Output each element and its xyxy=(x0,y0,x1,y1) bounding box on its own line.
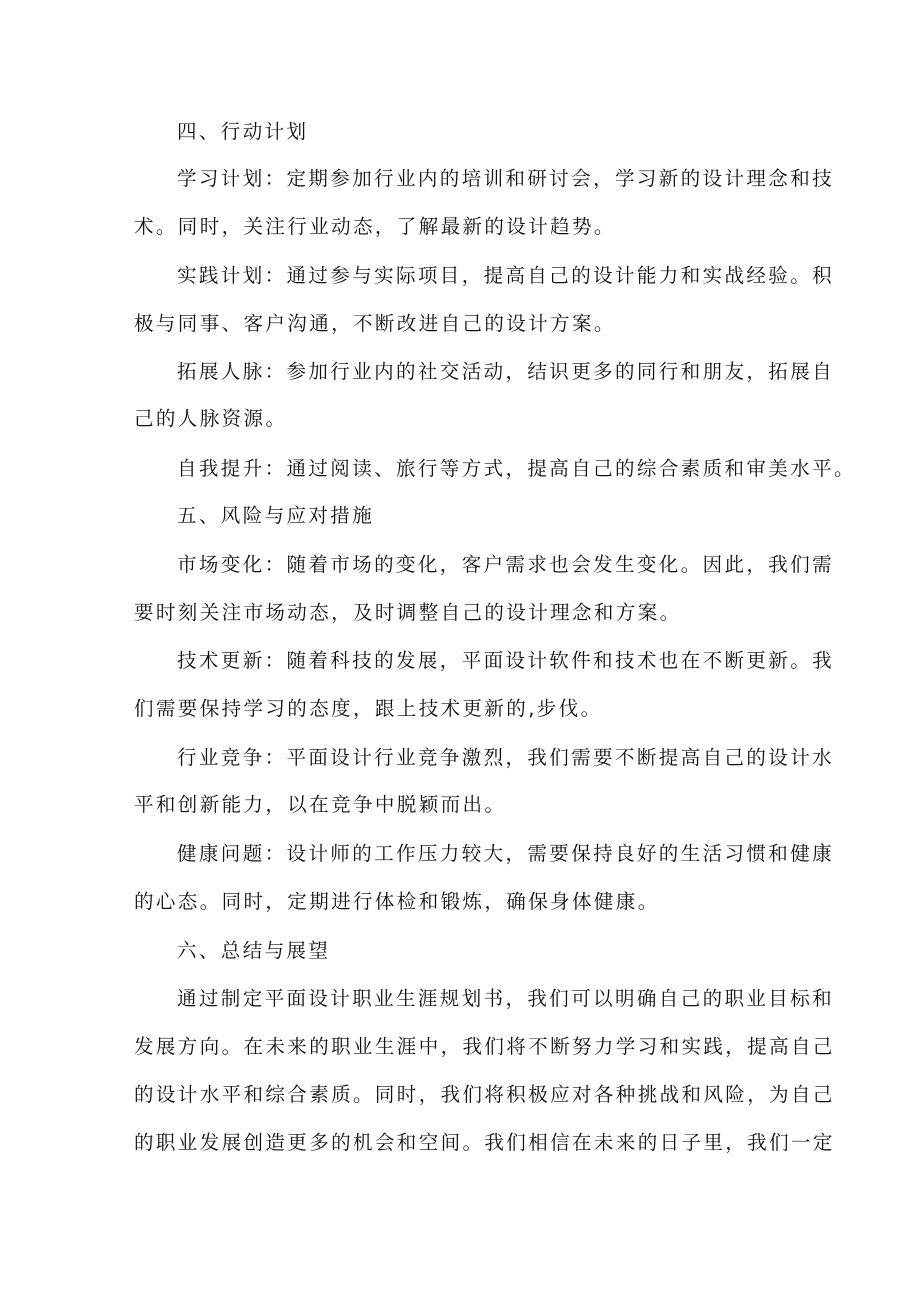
paragraph-line: 要时刻关注市场动态，及时调整自己的设计理念和方案。 xyxy=(134,601,682,624)
paragraph-line: 极与同事、客户沟通，不断改进自己的设计方案。 xyxy=(134,312,616,335)
paragraph-line: 的职业发展创造更多的机会和空间。我们相信在未来的日子里，我们一定 xyxy=(134,1131,835,1154)
paragraph-line: 自我提升：通过阅读、旅行等方式，提高自己的综合素质和审美水平。 xyxy=(177,457,856,480)
paragraph-line: 技术更新：随着科技的发展，平面设计软件和技术也在不断更新。我 xyxy=(177,649,835,672)
paragraph-line: 拓展人脉：参加行业内的社交活动，结识更多的同行和朋友，拓展自 xyxy=(177,360,835,383)
section-heading-risks: 五、风险与应对措施 xyxy=(177,504,375,527)
paragraph-line: 的心态。同时，定期进行体检和锻炼，确保身体健康。 xyxy=(134,890,660,913)
paragraph-line: 术。同时，关注行业动态，了解最新的设计趋势。 xyxy=(134,215,616,238)
paragraph-line: 实践计划：通过参与实际项目，提高自己的设计能力和实战经验。积 xyxy=(177,264,835,287)
paragraph-line: 己的人脉资源。 xyxy=(134,407,288,430)
paragraph-line: 的设计水平和综合素质。同时，我们将积极应对各种挑战和风险，为自己 xyxy=(134,1083,835,1106)
section-heading-summary: 六、总结与展望 xyxy=(177,939,331,962)
paragraph-line: 发展方向。在未来的职业生涯中，我们将不断努力学习和实践，提高自己 xyxy=(134,1035,835,1058)
paragraph-line: 平和创新能力，以在竞争中脱颖而出。 xyxy=(134,793,507,816)
paragraph-line: 健康问题：设计师的工作压力较大，需要保持良好的生活习惯和健康 xyxy=(177,842,835,865)
paragraph-line: 学习计划：定期参加行业内的培训和研讨会，学习新的设计理念和技 xyxy=(177,167,835,190)
section-heading-action-plan: 四、行动计划 xyxy=(177,120,309,143)
paragraph-line: 通过制定平面设计职业生涯规划书，我们可以明确自己的职业目标和 xyxy=(177,987,835,1010)
paragraph-line: 市场变化：随着市场的变化，客户需求也会发生变化。因此，我们需 xyxy=(177,553,835,576)
paragraph-line: 行业竞争：平面设计行业竞争激烈，我们需要不断提高自己的设计水 xyxy=(177,746,835,769)
paragraph-line: 们需要保持学习的态度，跟上技术更新的,步伐。 xyxy=(134,697,603,720)
